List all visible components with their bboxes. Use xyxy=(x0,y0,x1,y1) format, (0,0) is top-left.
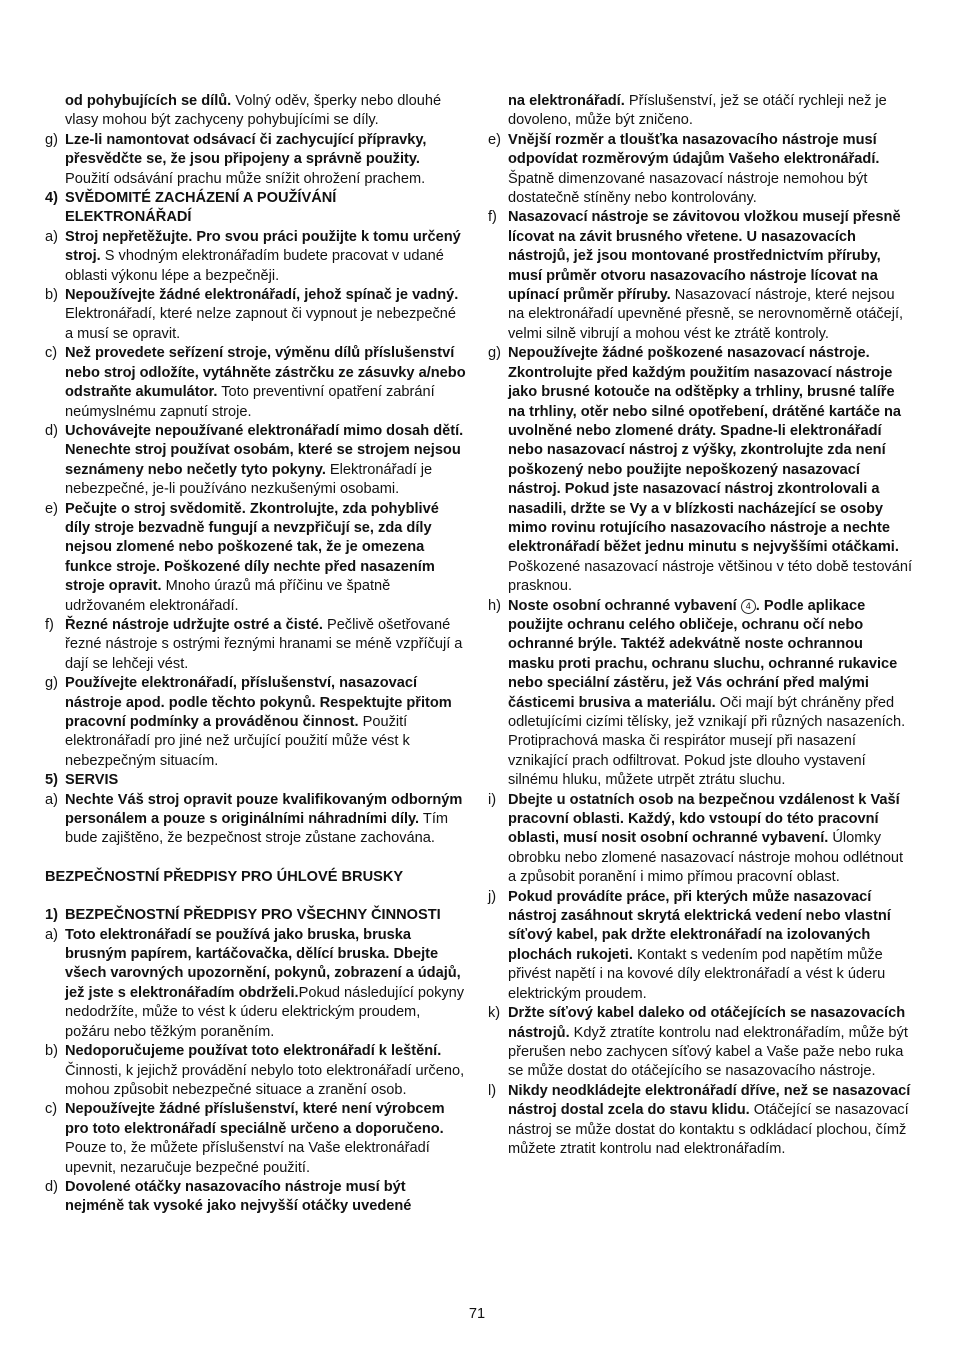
item-label: e) xyxy=(488,131,501,148)
warning-bold: Nedoporučujeme používat toto elektronářadí k leštění. xyxy=(65,1043,442,1060)
warning-bold: Lze-li namontovat odsávací či zachycující přípravky, přesvědčte se, že jsou připojeny a správně použity. xyxy=(65,131,427,168)
list-item xyxy=(45,131,466,189)
list-item xyxy=(488,791,912,888)
figure-reference-icon: 4 xyxy=(741,599,756,614)
list-item xyxy=(45,674,466,771)
item-text: Pečlivě ošetřované řezné nástroje s ostrými řeznými hranami se méně vzpříčují a dají se lehčeji vést. xyxy=(65,616,463,672)
item-text: Poškozené nasazovací nástroje většinou v této době testování prasknou. xyxy=(508,558,913,595)
warning-bold: Pokud provádíte práce, při kterých může nasazovací nástroj zasáhnout skrytá elektrická vedení nebo vlastní síťový kabel, pak držte elektronářadí na izolovaných plochách rukojeti. xyxy=(508,888,891,963)
item-label: c) xyxy=(45,1101,58,1118)
list-item xyxy=(488,888,912,1004)
item-text: Použití elektronářadí pro jiné než určující použití může vést k nebezpečným situacím. xyxy=(65,714,410,769)
item-label: a) xyxy=(45,791,58,808)
item-text: S vhodným elektronářadím budete pracovat v udané oblasti výkonu lépe a bezpečněji. xyxy=(65,248,444,284)
warning-bold: Dovolené otáčky nasazovacího nástroje musí být nejméně tak vysoké jako nejvyšší otáčky uvedené xyxy=(65,1178,412,1215)
warning-bold: Používejte elektronářadí, příslušenství, nasazovací nástroje apod. podle těchto pokynů. Respektujte přitom pracovní podmínky a prováděnou činnost. xyxy=(65,675,452,730)
list-item xyxy=(45,616,466,674)
section-heading xyxy=(45,189,466,228)
section-number: 5) xyxy=(45,772,58,789)
warning-bold: Vnější rozměr a tloušťka nasazovacího nástroje musí odpovídat rozměrovým údajům Vašeho elektronářadí. xyxy=(508,131,880,168)
section-title: SVĚDOMITÉ ZACHÁZENÍ A POUŽÍVÁNÍ ELEKTRONÁŘADÍ xyxy=(65,190,337,226)
chapter-heading: BEZPEČNOSTNÍ PŘEDPISY PRO ÚHLOVÉ BRUSKY xyxy=(45,868,404,885)
warning-bold: na elektronářadí. xyxy=(508,93,625,109)
item-text: Toto preventivní opatření zabrání neúmyslnému zapnutí stroje. xyxy=(65,384,435,420)
list-item xyxy=(45,791,466,849)
list-item xyxy=(488,208,912,344)
item-text: Pokud následující pokyny nedodržíte, může to vést k úderu elektrickým proudem, požáru nebo těžkým poraněním. xyxy=(65,984,465,1040)
warning-bold: Toto elektronářadí se používá jako bruska, bruska brusným papírem, kartáčovačka, dělící bruska. Dbejte všech varovných upozornění, pokynů, zobrazení a údajů, jež jste s elektronářadím obdrželi. xyxy=(65,926,461,1001)
list-item xyxy=(45,422,466,500)
list-item xyxy=(488,597,912,791)
item-label: e) xyxy=(45,500,58,517)
list-item xyxy=(488,1082,912,1160)
item-text: Elektronářadí je nebezpečné, je-li používáno nezkušenými osobami. xyxy=(65,461,433,498)
spacer xyxy=(45,849,466,868)
item-label: c) xyxy=(45,345,58,362)
list-item xyxy=(45,286,466,344)
warning-bold: Držte síťový kabel daleko od otáčejících se nasazovacích nástrojů. xyxy=(508,1005,906,1041)
item-text: Otáčející se nasazovací nástroj se může dostat do kontaktu s odkládací plochou, čímž můžete ztratit kontrolu nad elektronářadím. xyxy=(508,1102,909,1157)
list-item xyxy=(488,1004,912,1082)
warning-bold: Nasazovací nástroje se závitovou vložkou musejí přesně lícovat na závit brusného vřetene. U nasazovacích nástrojů, jež jsou montované prostřednictvím příruby, musí průměr otvoru nasazovacího nástroje lícovat na upínací průměr příruby. xyxy=(508,209,901,304)
item-label: j) xyxy=(488,888,497,905)
section-number: 4) xyxy=(45,190,58,207)
warning-bold: Nechte Váš stroj opravit pouze kvalifikovaným odborným personálem a pouze s originálními náhradními díly. xyxy=(65,791,463,828)
item-text: Špatně dimenzované nasazovací nástroje nemohou být dostatečně stíněny nebo kontrolovány. xyxy=(508,170,868,207)
item-label: l) xyxy=(488,1082,497,1099)
list-item xyxy=(45,1178,466,1217)
item-label: g) xyxy=(488,345,501,362)
item-text: Elektronářadí, které nelze zapnout či vypnout je nebezpečné a musí se opravit. xyxy=(65,306,457,342)
item-text: Nasazovací nástroje, které nejsou na elektronářadí upevněné přesně, se nerovnoměrně otáčejí, velmi silně vibrují a mohou vést ke ztrátě kontroly. xyxy=(508,287,904,342)
item-text: Tím bude zajištěno, že bezpečnost stroje zůstane zachována. xyxy=(65,811,449,847)
section-title: BEZPEČNOSTNÍ PŘEDPISY PRO VŠECHNY ČINNOSTI xyxy=(65,907,441,924)
list-item-continuation xyxy=(45,92,466,131)
item-text: Volný oděv, šperky nebo dlouhé vlasy mohou být zachyceny pohybujícími se díly. xyxy=(65,93,442,129)
right-column xyxy=(488,92,912,1159)
section-heading xyxy=(45,771,466,790)
item-label: a) xyxy=(45,228,58,245)
item-label: h) xyxy=(488,597,501,614)
warning-bold: Noste osobní ochranné vybavení xyxy=(508,597,741,614)
item-label: f) xyxy=(488,209,497,226)
item-text: Když ztratíte kontrolu nad elektronářadím, může být přerušen nebo zachycen síťový kabel a Vaše paže nebo ruka se může dostat do otáčejícího se nasazovacího nástroje. xyxy=(508,1024,908,1080)
warning-bold: od pohybujících se dílů. xyxy=(65,93,232,109)
item-text: Kontakt s vedením pod napětím může přivést napětí i na kovové díly elektronářadí a vést k úderu elektrickým proudem. xyxy=(508,946,886,1002)
item-text: Činnosti, k jejichž provádění nebylo toto elektronářadí určeno, mohou způsobit nebezpečné situace a zranění osob. xyxy=(65,1062,465,1098)
list-item xyxy=(45,228,466,286)
list-item xyxy=(488,131,912,209)
item-text: Použití odsávání prachu může snížit ohrožení prachem. xyxy=(65,170,426,187)
item-label: d) xyxy=(45,1178,58,1195)
section-heading xyxy=(45,906,466,925)
warning-bold: Pečujte o stroj svědomitě. Zkontrolujte, zda pohyblivé díly stroje bezvadně fungují a nevzpřičují se, zda díly nejsou zlomené nebo poškozené tak, že je omezena funkce stroje. Poškozené díly nechte před nasazením stroje opravit. xyxy=(65,500,439,595)
list-item xyxy=(45,1100,466,1178)
item-label: b) xyxy=(45,1043,58,1060)
list-item-continuation xyxy=(488,92,912,131)
warning-bold: Uchovávejte nepoužívané elektronářadí mimo dosah dětí. Nenechte stroj používat osobám, které se strojem nejsou seznámeny nebo nečetly tyto pokyny. xyxy=(65,422,464,478)
warning-bold: Než provedete seřízení stroje, výměnu dílů příslušenství nebo stroj odložíte, vytáhněte zástrčku ze zásuvky a/nebo odstraňte akumulátor. xyxy=(65,345,466,401)
warning-bold: Nikdy neodkládejte elektronářadí dříve, než se nasazovací nástroj dostal zcela do stavu klidu. xyxy=(508,1082,911,1119)
warning-bold: Nepoužívejte žádné příslušenství, které není výrobcem pro toto elektronářadí speciálně určeno a doporučeno. xyxy=(65,1101,445,1137)
section-number: 1) xyxy=(45,907,58,924)
item-label: d) xyxy=(45,422,58,439)
warning-bold: Nepoužívejte žádné poškozené nasazovací nástroje. Zkontrolujte před každým použitím nasazovací nástroje jako brusné kotouče na odštěpky a trhliny, brusné talíře na trhliny, otěr nebo silné opotřebení, drátěné kartáče na uvolněné nebo zlomené dráty. Spadne-li elektronářadí nebo nasazovací nástroj z výšky, zkontrolujte zda není poškozený nebo použijte nepoškozený nasazovací nástroj. Pokud jste nasazovací nástroj zkontrolovali a nasadili, držte se Vy a v blízkosti nacházející se osoby mimo rovinu rotujícího nasazovacího nástroje a nechte elektronářadí běžet jednu minutu s nejvyššími otáčkami. xyxy=(508,345,902,556)
item-label: k) xyxy=(488,1005,501,1022)
spacer xyxy=(45,887,466,906)
list-item xyxy=(45,1042,466,1100)
list-item xyxy=(488,344,912,596)
section-title: SERVIS xyxy=(65,772,119,789)
item-label: g) xyxy=(45,675,58,692)
item-text: Úlomky obrobku nebo zlomené nasazovací nástroje mohou odlétnout a způsobit poranění i mimo přímou pracovní oblast. xyxy=(508,830,904,886)
list-item xyxy=(45,500,466,616)
warning-bold: Dbejte u ostatních osob na bezpečnou vzdálenost k Vaší pracovní oblasti. Každý, kdo vstoupí do této pracovní oblasti, musí nosit osobní ochranné vybavení. xyxy=(508,791,900,847)
item-label: g) xyxy=(45,131,58,148)
warning-bold: . Podle aplikace použijte ochranu celého obličeje, ochranu očí nebo ochranné brýle. Taktéž adekvátně noste ochrannou masku proti prachu, ochranu sluchu, ochranné rukavice nebo speciální zástěru, jež Vás ochrání před malými částicemi brusiva a materiálu. xyxy=(508,597,898,711)
warning-bold: Stroj nepřetěžujte. Pro svou práci použijte k tomu určený stroj. xyxy=(65,228,461,265)
item-text: Mnoho úrazů má příčinu ve špatně udržovaném elektronářadí. xyxy=(65,578,391,614)
item-label: b) xyxy=(45,287,58,304)
item-text: Oči mají být chráněny před odletujícími cizími tělísky, jež vznikají při různých nasazeních. Protiprachová maska či respirátor musejí při nasazení vznikající prach odfiltrovat. Pokud jste dlouho vystavení silnému hluku, můžete utrpět ztrátu sluchu. xyxy=(508,694,906,789)
item-label: i) xyxy=(488,791,497,808)
item-text: Pouze to, že můžete příslušenství na Vaše elektronářadí upevnit, nezaručuje bezpečné použití. xyxy=(65,1140,430,1176)
list-item xyxy=(45,344,466,422)
page-number: 71 xyxy=(468,1306,486,1322)
list-item xyxy=(45,926,466,1042)
warning-bold: Nepoužívejte žádné elektronářadí, jehož spínač je vadný. xyxy=(65,287,459,304)
left-column xyxy=(45,92,466,1217)
warning-bold: Řezné nástroje udržujte ostré a čisté. xyxy=(65,616,323,633)
item-text: Příslušenství, jež se otáčí rychleji než je dovoleno, může být zničeno. xyxy=(508,93,887,129)
item-label: a) xyxy=(45,926,58,943)
item-label: f) xyxy=(45,616,54,633)
